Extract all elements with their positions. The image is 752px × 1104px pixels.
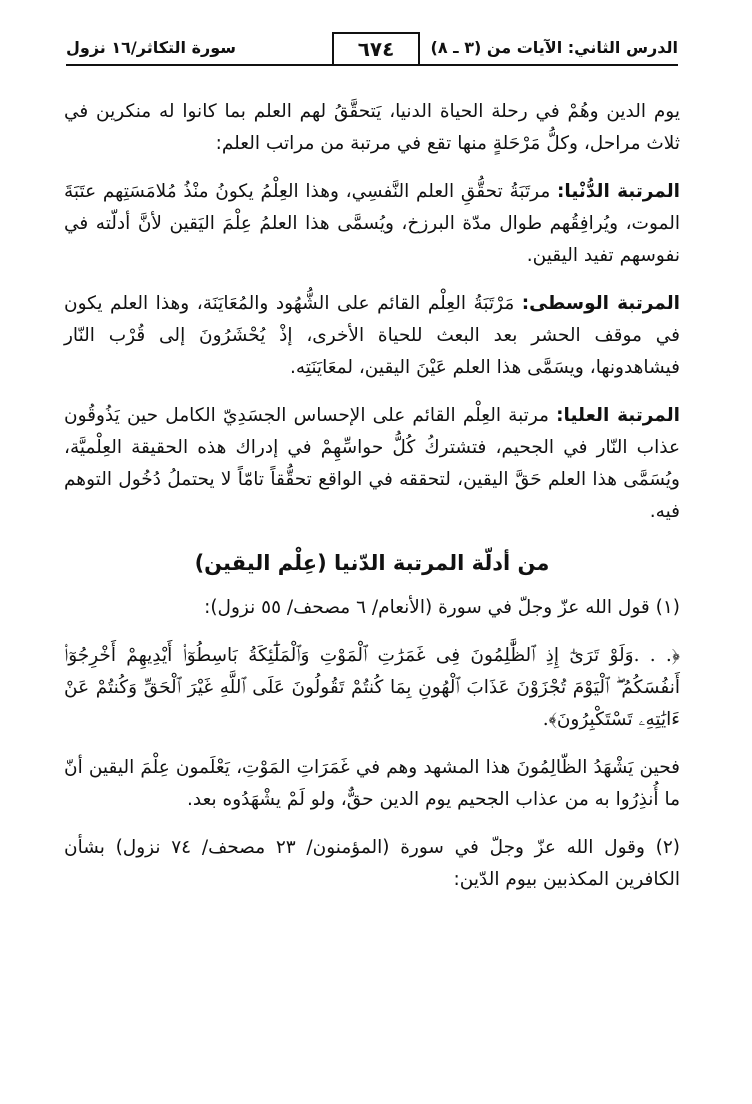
lesson-title: الدرس الثاني: الآيات من (٣ ـ ٨) [430, 38, 678, 57]
paragraph-explanation: فحين يَشْهَدُ الظّالِمُونَ هذا المشهد وهم في غَمَرَاتِ المَوْتِ، يَعْلَمون عِلْمَ اليقين أنّ ما أُنذِرُوا به من عذاب الجحيم يوم الدين حقٌّ، ولو لَمْ يشْهَدُوه بعد. [64, 757, 680, 810]
section-heading: من أدلّة المرتبة الدّنيا (عِلْم اليقين) [194, 551, 550, 575]
page-number: ٦٧٤ [332, 32, 420, 64]
rank-text: مرتبة العِلْم القائم على الإحساس الجسَدِيّ الكامل حين يَذُوقُون عذاب النّار في الجحيم، فتشتركُ كُلُّ حواسِّهِمْ في إدراك هذه الحقيقة العِلْميَّة، ويُسَمَّى هذا العلم حَقَّ اليقين، لتحققه في الواقع تحقُّقاً تامّاً لا يحتملُ دُخُول التوهم فيه. [64, 405, 680, 522]
quran-verse: ﴿. . .وَلَوْ تَرَىٰٓ إِذِ ٱلظَّٰلِمُونَ فِى غَمَرَٰتِ ٱلْمَوْتِ وَٱلْمَلَٰٓئِكَةُ بَاسِطُوٓا۟ أَيْدِيهِمْ أَخْرِجُوٓا۟ أَنفُسَكُمُ ۖ ٱلْيَوْمَ تُجْزَوْنَ عَذَابَ ٱلْهُونِ بِمَا كُنتُمْ تَقُولُونَ عَلَى ٱللَّهِ غَيْرَ ٱلْحَقِّ وَكُنتُمْ عَنْ ءَايَٰتِهِۦ تَسْتَكْبِرُونَ﴾. [64, 645, 680, 730]
running-header [66, 32, 678, 72]
rank-label: المرتبة العليا: [556, 405, 680, 426]
surah-title: سورة التكاثر/١٦ نزول [66, 38, 237, 57]
paragraph-middle-rank [64, 288, 680, 384]
rank-text: مرتَبَةُ تحقُّقِ العلم النَّفسِي، وهذا العِلْمُ يكونُ منْذُ مُلامَسَتِهم عتَبَةَ الموت، ويُرافِقُهم طوال مدّة البرزخ، ويُسمَّى هذا العلمُ عِلْمَ اليَقين لأنَّ أدلّته في نفوسهم تفيد اليقين. [64, 181, 680, 266]
paragraph-lowest-rank [64, 176, 680, 272]
rank-label: المرتبة الوسطى: [521, 293, 680, 314]
evidence-item-1: (١) قول الله عزّ وجلّ في سورة (الأنعام/ ٦ مصحف/ ٥٥ نزول): [204, 597, 680, 618]
evidence-item-2: (٢) وقول الله عزّ وجلّ في سورة (المؤمنون/ ٢٣ مصحف/ ٧٤ نزول) بشأن الكافرين المكذبين بيوم الدّين: [64, 837, 681, 890]
header-rule [66, 64, 678, 66]
paragraph-highest-rank [64, 400, 680, 528]
paragraph-intro: يوم الدين وهُمْ في رحلة الحياة الدنيا، يَتحقَّقُ لهم العلم بما كانوا له منكرين في ثلاث مراحل، وكلُّ مَرْحَلةٍ منها تقع في مرتبة من مراتب العلم: [64, 101, 680, 154]
rank-text: مَرْتَبَةُ العِلْم القائم على الشُّهُود والمُعَايَنَة، وهذا العلم يكون في موقف الحشر بعد البعث للحياة الأخرى، إذْ يُحْشَرُونَ إلى قُرْب النّار فيشاهدونها، ويسَمَّى هذا العلم عَيْنَ اليقين، لمعَايَنَتِه. [64, 293, 680, 378]
page-body [64, 96, 680, 912]
rank-label: المرتبة الدُّنْيا: [556, 181, 680, 202]
